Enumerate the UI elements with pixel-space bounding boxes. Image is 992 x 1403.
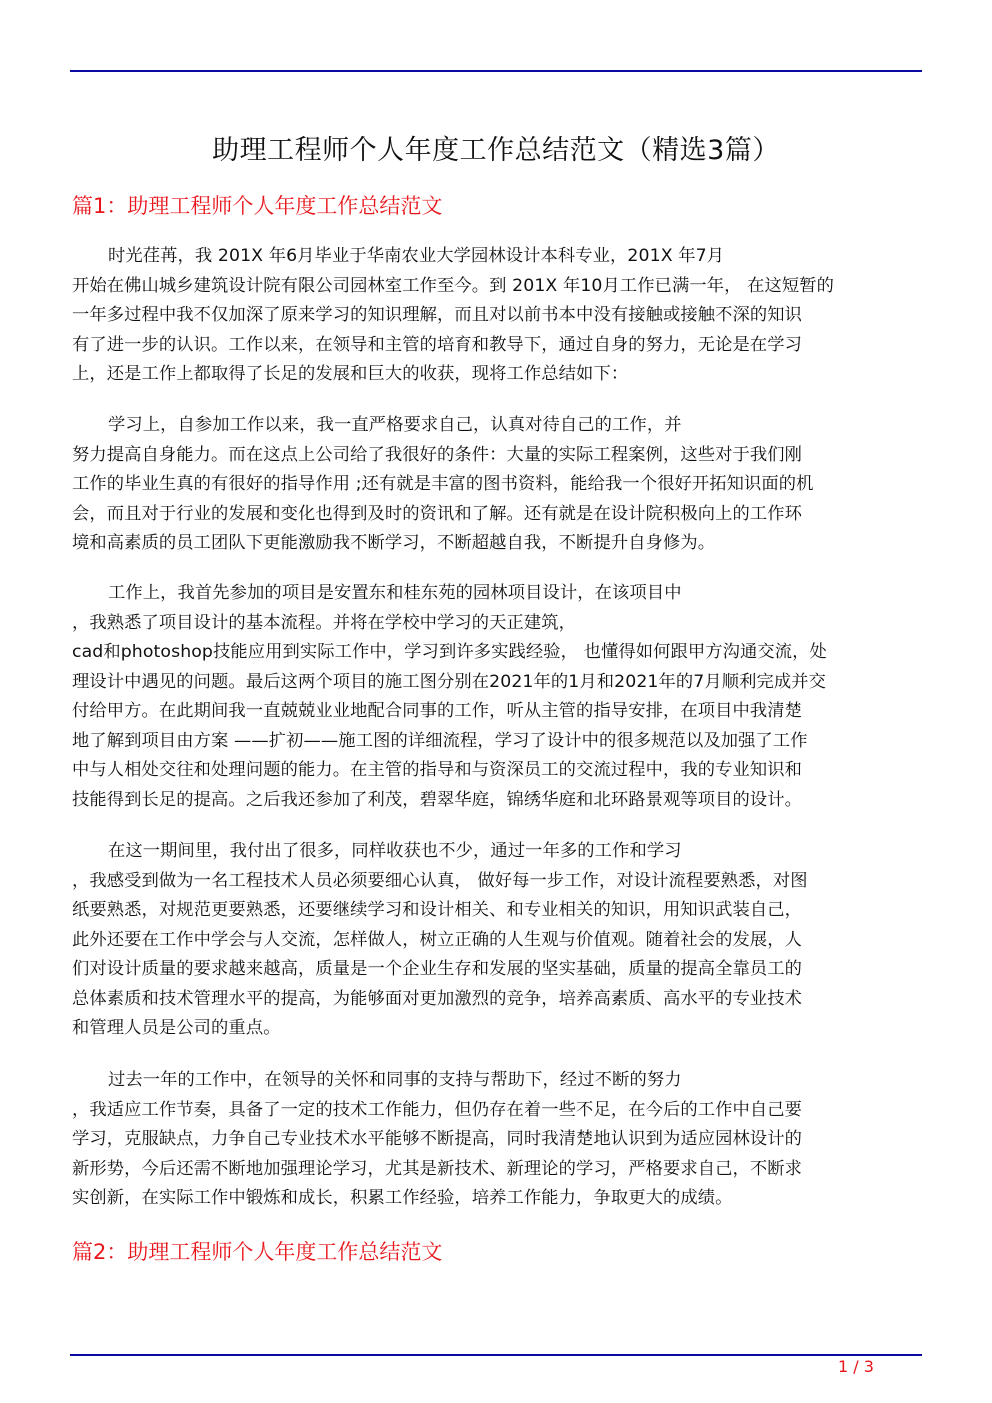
paragraph-line: 在这一期间里，我付出了很多，同样收获也不少，通过一年多的工作和学习 xyxy=(108,841,682,861)
paragraph-line: 们对设计质量的要求越来越高，质量是一个企业生存和发展的坚实基础，质量的提高全靠员工的 xyxy=(72,959,803,979)
page-indicator: 1 / 3 xyxy=(838,1357,874,1376)
paragraph-line: 时光荏苒，我 201X 年6月毕业于华南农业大学园林设计本科专业，201X 年7月 xyxy=(108,246,725,266)
paragraph-line: 一年多过程中我不仅加深了原来学习的知识理解，而且对以前书本中没有接触或接触不深的知识 xyxy=(72,305,803,325)
header-rule xyxy=(70,70,922,72)
paragraph-line: 地了解到项目由方案 ——扩初——施工图的详细流程，学习了设计中的很多规范以及加强了工作 xyxy=(72,730,808,751)
paragraph-line: 技能得到长足的提高。之后我还参加了利茂，碧翠华庭，锦绣华庭和北环路景观等项目的设计。 xyxy=(72,789,803,810)
paragraph-line: 理设计中遇见的问题。最后这两个项目的施工图分别在2021年的1月和2021年的7月顺利完成并交 xyxy=(72,671,827,692)
paragraph-line: 纸要熟悉，对规范更要熟悉，还要继续学习和设计相关、和专业相关的知识，用知识武装自己， xyxy=(72,900,803,920)
document-title: 助理工程师个人年度工作总结范文（精选3篇） xyxy=(212,135,780,166)
paragraph-line: 新形势，今后还需不断地加强理论学习，尤其是新技术、新理论的学习，严格要求自己，不断求 xyxy=(72,1158,803,1179)
paragraph-1 xyxy=(72,242,924,390)
paragraph-line: 开始在佛山城乡建筑设计院有限公司园林室工作至今。到 201X 年10月工作已满一年， 在这短暂的 xyxy=(72,275,835,296)
paragraph-2 xyxy=(72,411,924,559)
paragraph-line: 工作的毕业生真的有很好的指导作用 ;还有就是丰富的图书资料，能给我一个很好开拓知识面的机 xyxy=(72,474,814,494)
paragraph-line: 付给甲方。在此期间我一直兢兢业业地配合同事的工作，听从主管的指导安排，在项目中我清楚 xyxy=(72,701,803,721)
paragraph-line: 中与人相处交往和处理问题的能力。在主管的指导和与资深员工的交流过程中，我的专业知识和 xyxy=(72,760,803,780)
paragraph-line: 总体素质和技术管理水平的提高，为能够面对更加激烈的竞争，培养高素质、高水平的专业技术 xyxy=(72,988,803,1009)
paragraph-line: 学习，克服缺点，力争自己专业技术水平能够不断提高，同时我清楚地认识到为适应园林设计的 xyxy=(72,1129,803,1149)
paragraph-line: 上，还是工作上都取得了长足的发展和巨大的收获，现将工作总结如下： xyxy=(72,364,629,384)
paragraph-4 xyxy=(72,837,924,1044)
paragraph-line: 学习上，自参加工作以来，我一直严格要求自己，认真对待自己的工作，并 xyxy=(108,415,682,435)
paragraph-line: 境和高素质的员工团队下更能激励我不断学习，不断超越自我，不断提升自身修为。 xyxy=(72,533,716,553)
paragraph-line: 有了进一步的认识。工作以来，在领导和主管的培育和教导下，通过自身的努力，无论是在学习 xyxy=(72,334,803,355)
paragraph-line: ，我感受到做为一名工程技术人员必须要细心认真， 做好每一步工作，对设计流程要熟悉，对图 xyxy=(72,870,808,891)
paragraph-line: ，我适应工作节奏，具备了一定的技术工作能力，但仍存在着一些不足，在今后的工作中自己要 xyxy=(72,1099,803,1120)
paragraph-line: 和管理人员是公司的重点。 xyxy=(72,1018,281,1038)
paragraph-3 xyxy=(72,579,924,815)
paragraph-line: 努力提高自身能力。而在这点上公司给了我很好的条件：大量的实际工程案例，这些对于我们刚 xyxy=(72,444,803,465)
paragraph-line: 工作上，我首先参加的项目是安置东和桂东苑的园林项目设计，在该项目中 xyxy=(108,583,682,603)
paragraph-line: 会，而且对于行业的发展和变化也得到及时的资讯和了解。还有就是在设计院积极向上的工作环 xyxy=(72,503,803,524)
section-heading-2: 篇2：助理工程师个人年度工作总结范文 xyxy=(72,1240,443,1264)
paragraph-line: ，我熟悉了项目设计的基本流程。并将在学校中学习的天正建筑， xyxy=(72,612,577,633)
paragraph-line: 过去一年的工作中，在领导的关怀和同事的支持与帮助下，经过不断的努力 xyxy=(108,1070,682,1090)
paragraph-line: cad和photoshop技能应用到实际工作中，学习到许多实践经验， 也懂得如何跟甲方沟通交流，处 xyxy=(72,642,827,662)
section-heading-1: 篇1：助理工程师个人年度工作总结范文 xyxy=(72,194,443,218)
footer-rule xyxy=(70,1354,922,1356)
paragraph-line: 实创新，在实际工作中锻炼和成长，积累工作经验，培养工作能力，争取更大的成绩。 xyxy=(72,1188,733,1208)
paragraph-5 xyxy=(72,1066,924,1214)
paragraph-line: 此外还要在工作中学会与人交流，怎样做人，树立正确的人生观与价值观。随着社会的发展，人 xyxy=(72,929,803,950)
